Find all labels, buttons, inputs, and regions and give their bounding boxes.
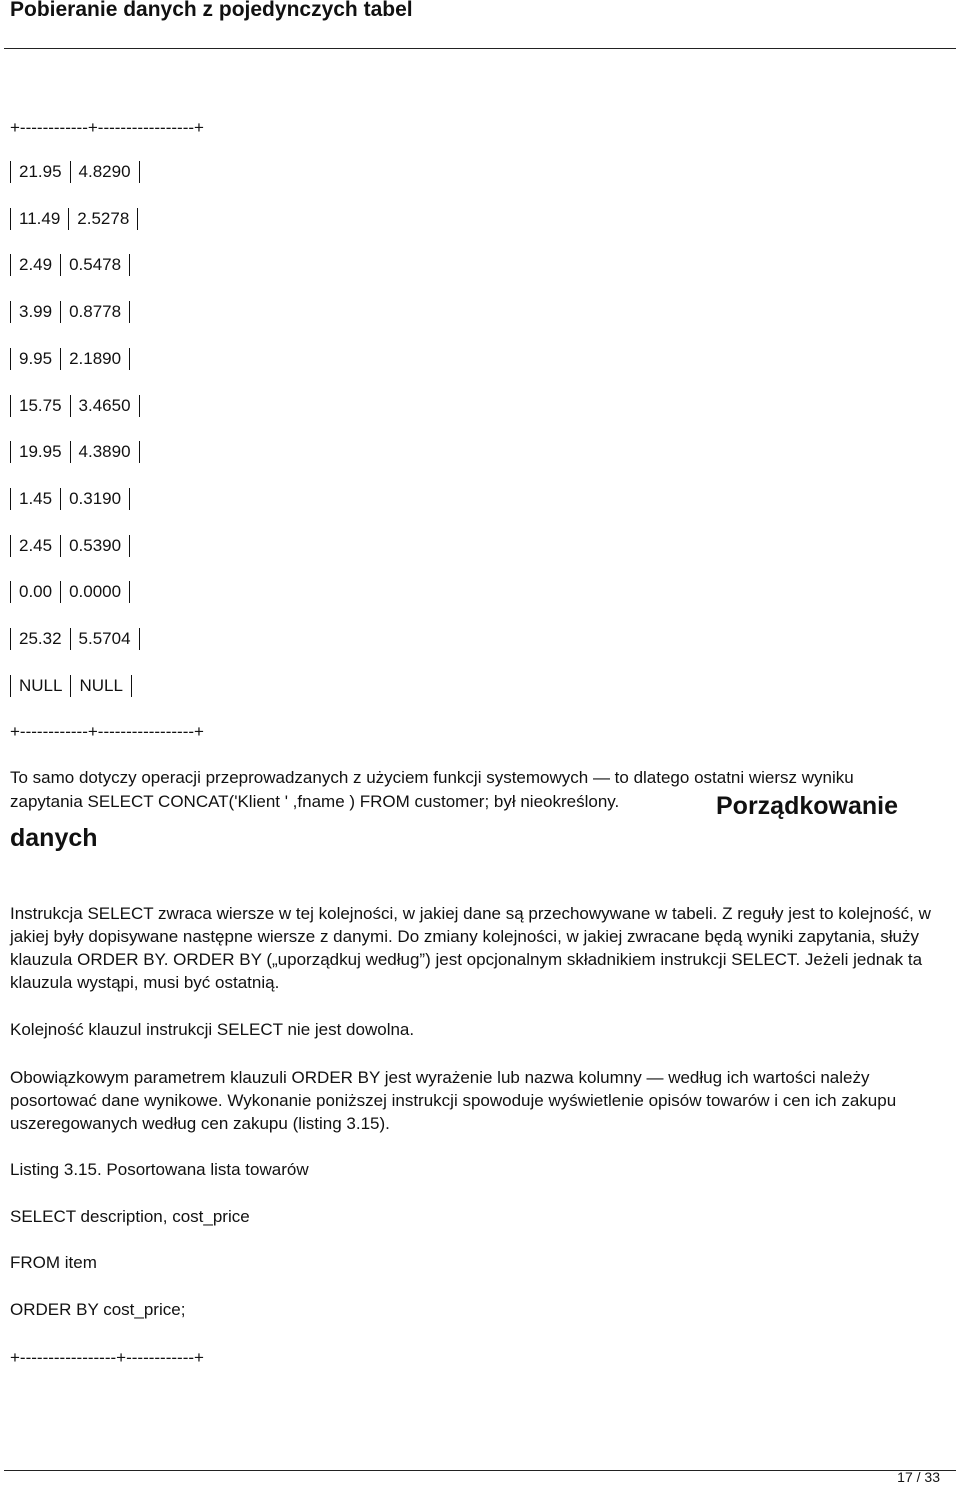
table-cell: 0.5390 <box>69 536 122 555</box>
table-cell: 0.8778 <box>69 302 122 321</box>
cell-separator <box>129 488 130 510</box>
table-cell: 2.1890 <box>69 349 122 368</box>
cell-separator <box>129 535 130 557</box>
table-row <box>10 488 130 510</box>
table-cell: 3.99 <box>19 302 53 321</box>
table-cell: 15.75 <box>19 396 62 415</box>
table-cell: 19.95 <box>19 442 62 461</box>
table-cell: 1.45 <box>19 489 53 508</box>
listing-table-border: +-----------------+------------+ <box>10 1348 204 1367</box>
table-row <box>10 581 130 603</box>
table-row <box>10 628 140 650</box>
table-cell: 0.0000 <box>69 582 122 601</box>
section-heading: danych <box>10 824 98 852</box>
table-row <box>10 208 138 230</box>
table-cell: 5.5704 <box>78 629 131 648</box>
page-title: Pobieranie danych z pojedynczych tabel <box>10 0 413 21</box>
cell-separator <box>139 441 140 463</box>
table-row <box>10 301 130 323</box>
table-cell: 0.00 <box>19 582 53 601</box>
table-cell: 9.95 <box>19 349 53 368</box>
table-row <box>10 535 130 557</box>
cell-separator <box>137 208 138 230</box>
paragraph-line: zapytania SELECT CONCAT('Klient ' ,fname ) FROM customer; był nieokreślony. <box>10 792 620 811</box>
page-number: 17 / 33 <box>897 1469 940 1485</box>
table-cell: 2.45 <box>19 536 53 555</box>
code-line: SELECT description, cost_price <box>10 1207 250 1226</box>
table-cell: NULL <box>79 676 123 695</box>
table-cell: 21.95 <box>19 162 62 181</box>
table-row <box>10 395 140 417</box>
paragraph-line: To samo dotyczy operacji przeprowadzanych z użyciem funkcji systemowych — to dlatego ostatni wiersz wyniku <box>10 768 854 787</box>
section-heading: Porządkowanie <box>716 792 898 820</box>
table-row <box>10 348 130 370</box>
table-cell: 2.49 <box>19 255 53 274</box>
cell-separator <box>129 301 130 323</box>
table-cell: 3.4650 <box>78 396 131 415</box>
table-row <box>10 161 140 183</box>
cell-separator <box>139 395 140 417</box>
code-line: ORDER BY cost_price; <box>10 1300 186 1319</box>
table-cell: 4.8290 <box>78 162 131 181</box>
table-cell: 2.5278 <box>77 209 130 228</box>
cell-separator <box>129 254 130 276</box>
table-cell: 0.3190 <box>69 489 122 508</box>
cell-separator <box>139 628 140 650</box>
cell-separator <box>129 581 130 603</box>
table-row <box>10 254 130 276</box>
cell-separator <box>129 348 130 370</box>
cell-separator <box>139 161 140 183</box>
header-divider <box>4 48 956 49</box>
table-row <box>10 675 132 697</box>
paragraph: Kolejność klauzul instrukcji SELECT nie jest dowolna. <box>10 1020 415 1039</box>
paragraph: Instrukcja SELECT zwraca wiersze w tej kolejności, w jakiej dane są przechowywane w tabeli. Z reguły jest to kolejność, w jakiej były dopisywane następne wiersze z danymi. Do zmiany kolejności, w jakiej zwracane będą wyniki zapytania, służy klauzula ORDER BY. ORDER BY („uporządkuj według”) jest opcjonalnym składnikiem instrukcji SELECT. Jeżeli jednak ta klauzula wystąpi, musi być ostatnią. <box>10 904 931 992</box>
cell-separator <box>131 675 132 697</box>
table-border-top: +------------+-----------------+ <box>10 118 204 137</box>
table-row <box>10 441 140 463</box>
code-line: FROM item <box>10 1253 97 1272</box>
paragraph: Obowiązkowym parametrem klauzuli ORDER BY jest wyrażenie lub nazwa kolumny — według ich wartości należy posortować dane wynikowe. Wykonanie poniższej instrukcji spowoduje wyświetlenie opisów towarów i cen ich zakupu uszeregowanych według cen zakupu (listing 3.15). <box>10 1068 897 1133</box>
footer-divider <box>4 1470 956 1471</box>
listing-caption: Listing 3.15. Posortowana lista towarów <box>10 1160 309 1179</box>
table-border-bottom: +------------+-----------------+ <box>10 722 204 741</box>
table-cell: NULL <box>19 676 63 695</box>
table-cell: 25.32 <box>19 629 62 648</box>
table-cell: 4.3890 <box>78 442 131 461</box>
table-cell: 11.49 <box>19 209 61 228</box>
table-cell: 0.5478 <box>69 255 122 274</box>
